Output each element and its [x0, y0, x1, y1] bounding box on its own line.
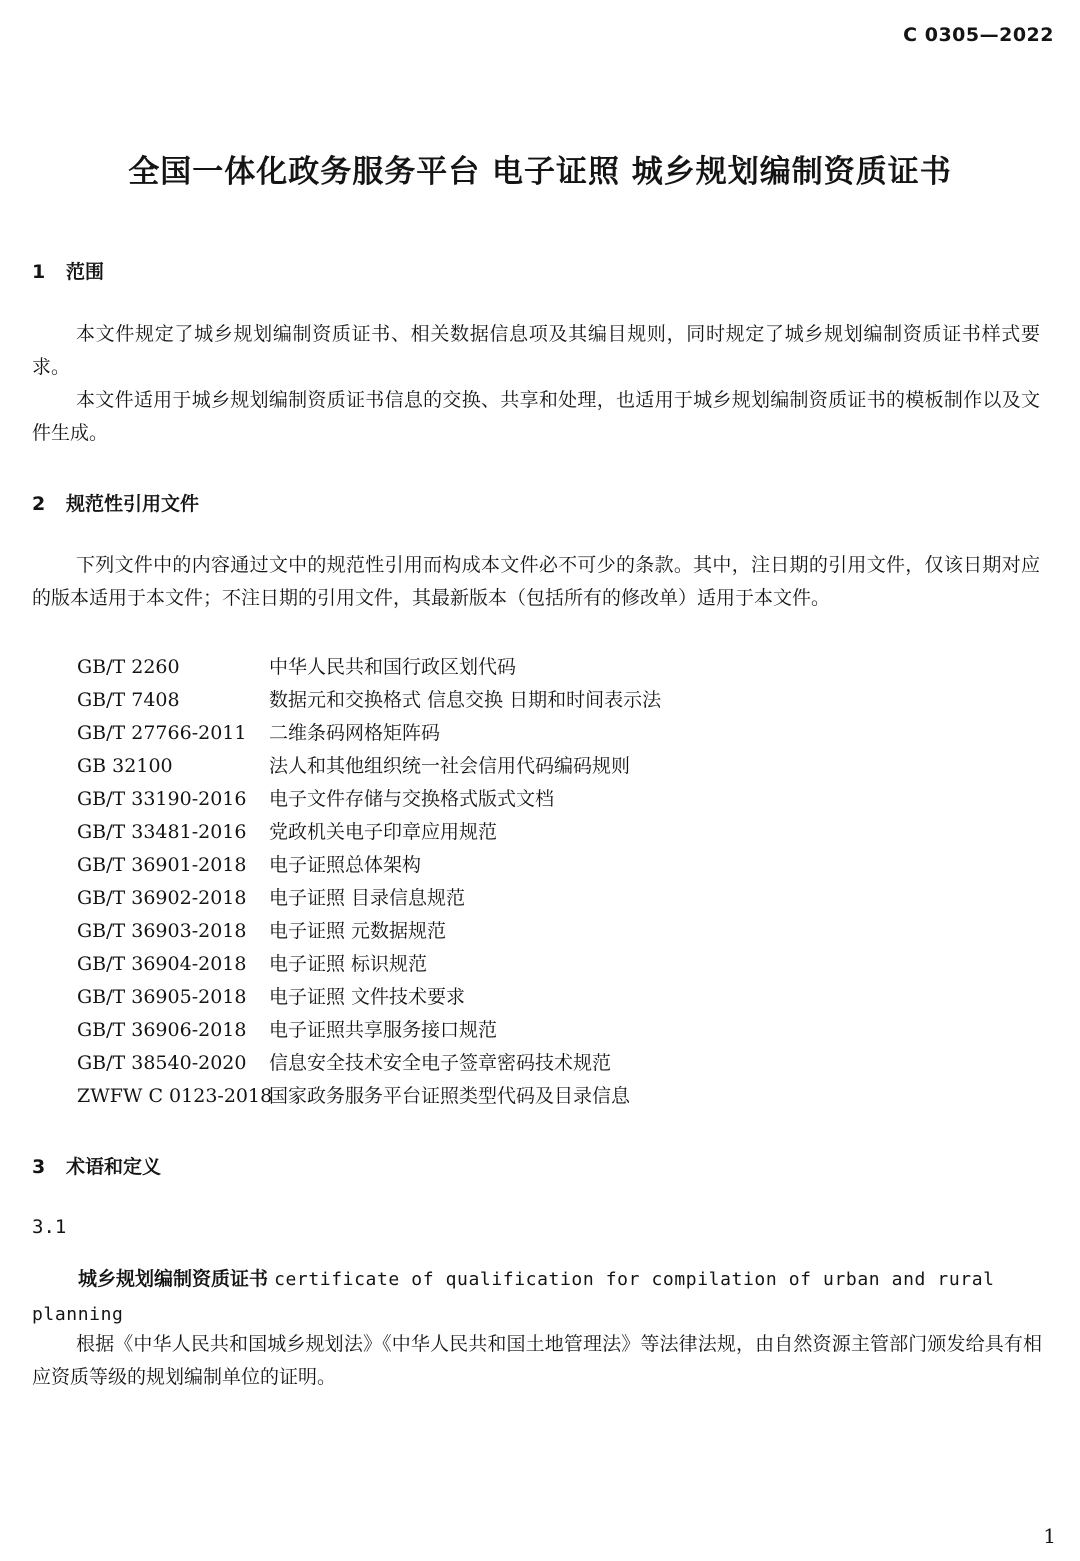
reference-title: 二维条码网格矩阵码 [269, 722, 441, 744]
reference-row [77, 816, 661, 849]
section-title: 规范性引用文件 [66, 493, 200, 515]
reference-code: GB/T 33190-2016 [77, 788, 247, 810]
reference-row [77, 981, 661, 1014]
reference-title: 电子文件存储与交换格式版式文档 [269, 788, 555, 810]
reference-code: GB 32100 [77, 755, 173, 777]
reference-code: GB/T 38540-2020 [77, 1052, 247, 1074]
reference-code: ZWFW C 0123-2018 [77, 1085, 273, 1107]
reference-code: GB/T 33481-2016 [77, 821, 247, 843]
reference-title: 信息安全技术安全电子签章密码技术规范 [269, 1052, 612, 1074]
reference-row [77, 684, 661, 717]
term-english: certificate of qualification for compilation of urban and rural planning [32, 1269, 995, 1325]
section-number: 2 [32, 493, 46, 515]
reference-row [77, 948, 661, 981]
reference-code: GB/T 7408 [77, 689, 180, 711]
section-1-paragraph-2: 本文件适用于城乡规划编制资质证书信息的交换、共享和处理，也适用于城乡规划编制资质证书的模板制作以及文件生成。 [32, 389, 1040, 444]
reference-code: GB/T 36904-2018 [77, 953, 247, 975]
reference-title: 电子证照 元数据规范 [269, 920, 447, 942]
reference-code: GB/T 36903-2018 [77, 920, 247, 942]
reference-row [77, 750, 661, 783]
section-title: 术语和定义 [66, 1156, 162, 1178]
section-2-heading [32, 489, 199, 516]
reference-row [77, 882, 661, 915]
section-number: 3 [32, 1156, 46, 1178]
reference-title: 党政机关电子印章应用规范 [269, 821, 498, 843]
reference-code: GB/T 2260 [77, 656, 180, 678]
reference-title: 中华人民共和国行政区划代码 [269, 656, 517, 678]
term-entry [32, 1262, 1042, 1332]
reference-row [77, 1047, 661, 1080]
section-1-paragraph-1: 本文件规定了城乡规划编制资质证书、相关数据信息项及其编目规则，同时规定了城乡规划编制资质证书样式要求。 [32, 323, 1040, 378]
reference-title: 法人和其他组织统一社会信用代码编码规则 [269, 755, 631, 777]
section-number: 1 [32, 261, 46, 283]
reference-code: GB/T 36905-2018 [77, 986, 247, 1008]
reference-code: GB/T 36901-2018 [77, 854, 247, 876]
reference-row [77, 849, 661, 882]
normative-reference-list [77, 651, 661, 1113]
section-2-intro: 下列文件中的内容通过文中的规范性引用而构成本文件必不可少的条款。其中，注日期的引用文件，仅该日期对应的版本适用于本文件；不注日期的引用文件，其最新版本（包括所有的修改单）适用于本文件。 [32, 554, 1040, 609]
page-number: 1 [1043, 1524, 1056, 1548]
section-3-heading [32, 1152, 161, 1179]
reference-row [77, 1080, 661, 1113]
reference-code: GB/T 36902-2018 [77, 887, 247, 909]
term-definition: 根据《中华人民共和国城乡规划法》《中华人民共和国土地管理法》等法律法规，由自然资源主管部门颁发给具有相应资质等级的规划编制单位的证明。 [32, 1333, 1042, 1388]
reference-title: 国家政务服务平台证照类型代码及目录信息 [269, 1085, 631, 1107]
reference-row [77, 783, 661, 816]
reference-title: 电子证照共享服务接口规范 [269, 1019, 498, 1041]
section-title: 范围 [66, 261, 105, 283]
document-code: C 0305—2022 [903, 24, 1054, 46]
section-1-heading [32, 257, 104, 284]
clause-number: 3.1 [32, 1216, 67, 1238]
reference-title: 数据元和交换格式 信息交换 日期和时间表示法 [269, 689, 662, 711]
reference-title: 电子证照总体架构 [269, 854, 422, 876]
page-title: 全国一体化政务服务平台 电子证照 城乡规划编制资质证书 [128, 154, 952, 190]
reference-row [77, 915, 661, 948]
reference-code: GB/T 27766-2011 [77, 722, 247, 744]
reference-title: 电子证照 标识规范 [269, 953, 428, 975]
reference-title: 电子证照 文件技术要求 [269, 986, 466, 1008]
term-chinese: 城乡规划编制资质证书 [78, 1268, 269, 1290]
reference-row [77, 651, 661, 684]
reference-row [77, 717, 661, 750]
reference-row [77, 1014, 661, 1047]
reference-title: 电子证照 目录信息规范 [269, 887, 466, 909]
reference-code: GB/T 36906-2018 [77, 1019, 247, 1041]
